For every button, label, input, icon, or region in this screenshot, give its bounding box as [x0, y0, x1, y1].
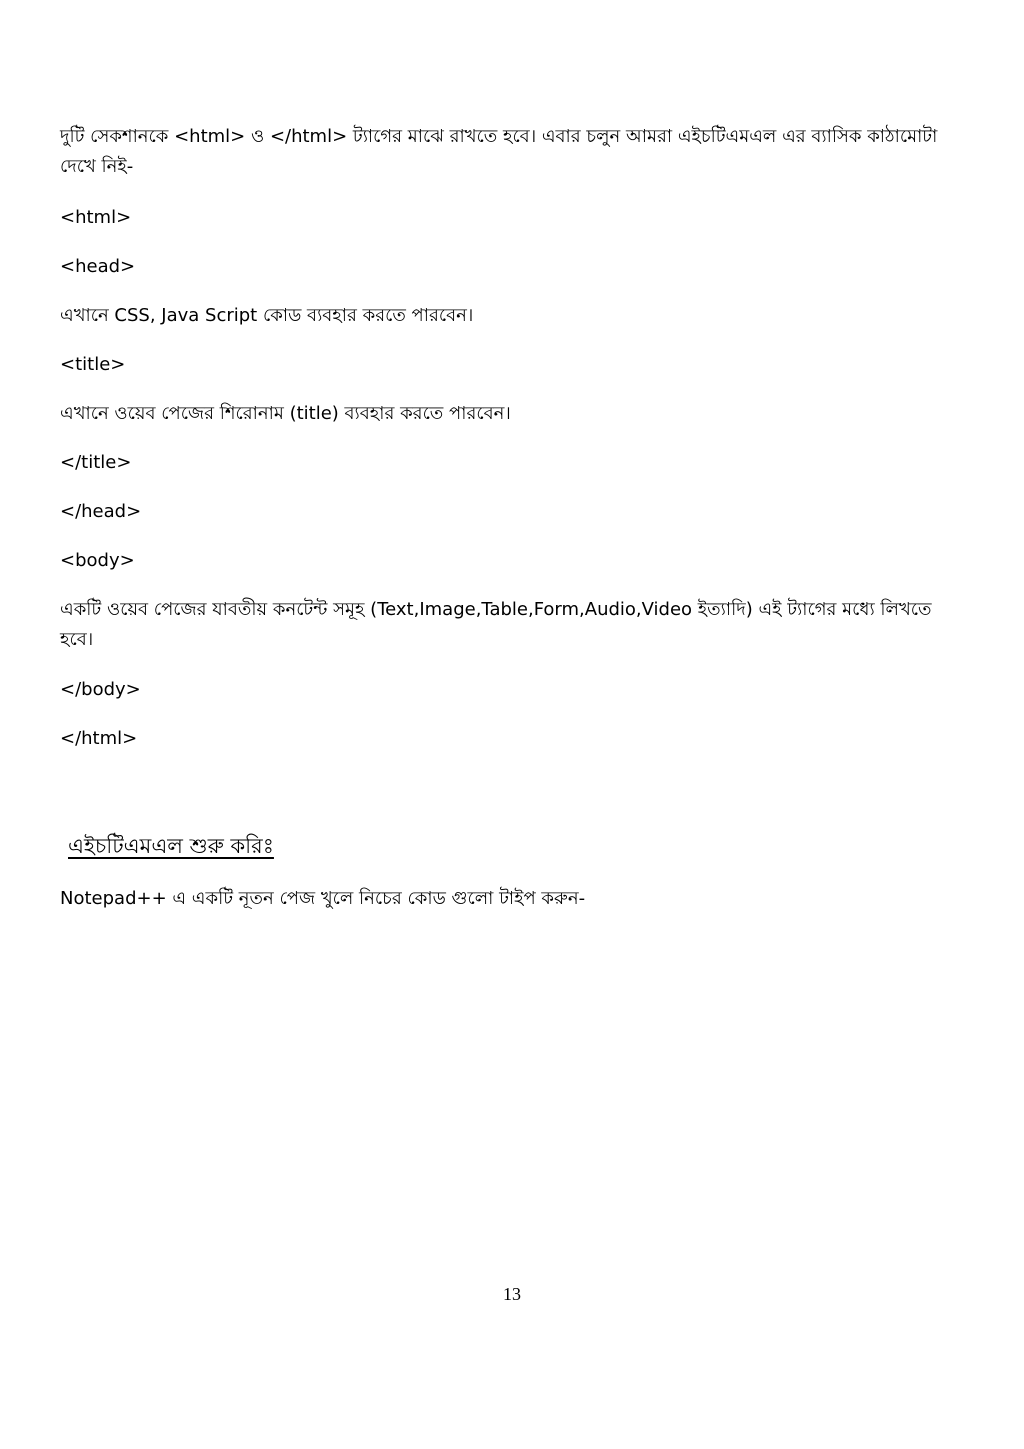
code-body-close: </body> — [60, 679, 141, 700]
code-html-close: </html> — [60, 728, 138, 749]
title-note: এখানে ওয়েব পেজের শিরোনাম (title) ব্যবহার করতে পারবেন। — [60, 403, 511, 424]
notepad-instruction: Notepad++ এ একটি নূতন পেজ খুলে নিচের কোড গুলো টাইপ করুন- — [60, 888, 586, 909]
code-head-open: <head> — [60, 256, 136, 277]
code-body-open: <body> — [60, 550, 135, 571]
head-note: এখানে CSS, Java Script কোড ব্যবহার করতে পারবেন। — [60, 305, 474, 326]
intro-paragraph: দুটি সেকশানকে <html> ও </html> ট্যাগের মাঝে রাখতে হবে। এবার চলুন আমরা এইচটিএমএল এর ব্যাসিক কাঠামোটা দেখে নিই- — [60, 126, 938, 177]
section-heading: এইচটিএমএল শুরু করিঃ — [68, 834, 274, 858]
code-html-open: <html> — [60, 207, 132, 228]
body-note: একটি ওয়েব পেজের যাবতীয় কনটেন্ট সমূহ (Text,Image,Table,Form,Audio,Video ইত্যাদি) এই ট্যাগের মধ্যে লিখতে হবে। — [60, 599, 932, 650]
code-head-close: </head> — [60, 501, 142, 522]
code-title-close: </title> — [60, 452, 132, 473]
code-title-open: <title> — [60, 354, 126, 375]
page-number: 13 — [503, 1284, 521, 1304]
